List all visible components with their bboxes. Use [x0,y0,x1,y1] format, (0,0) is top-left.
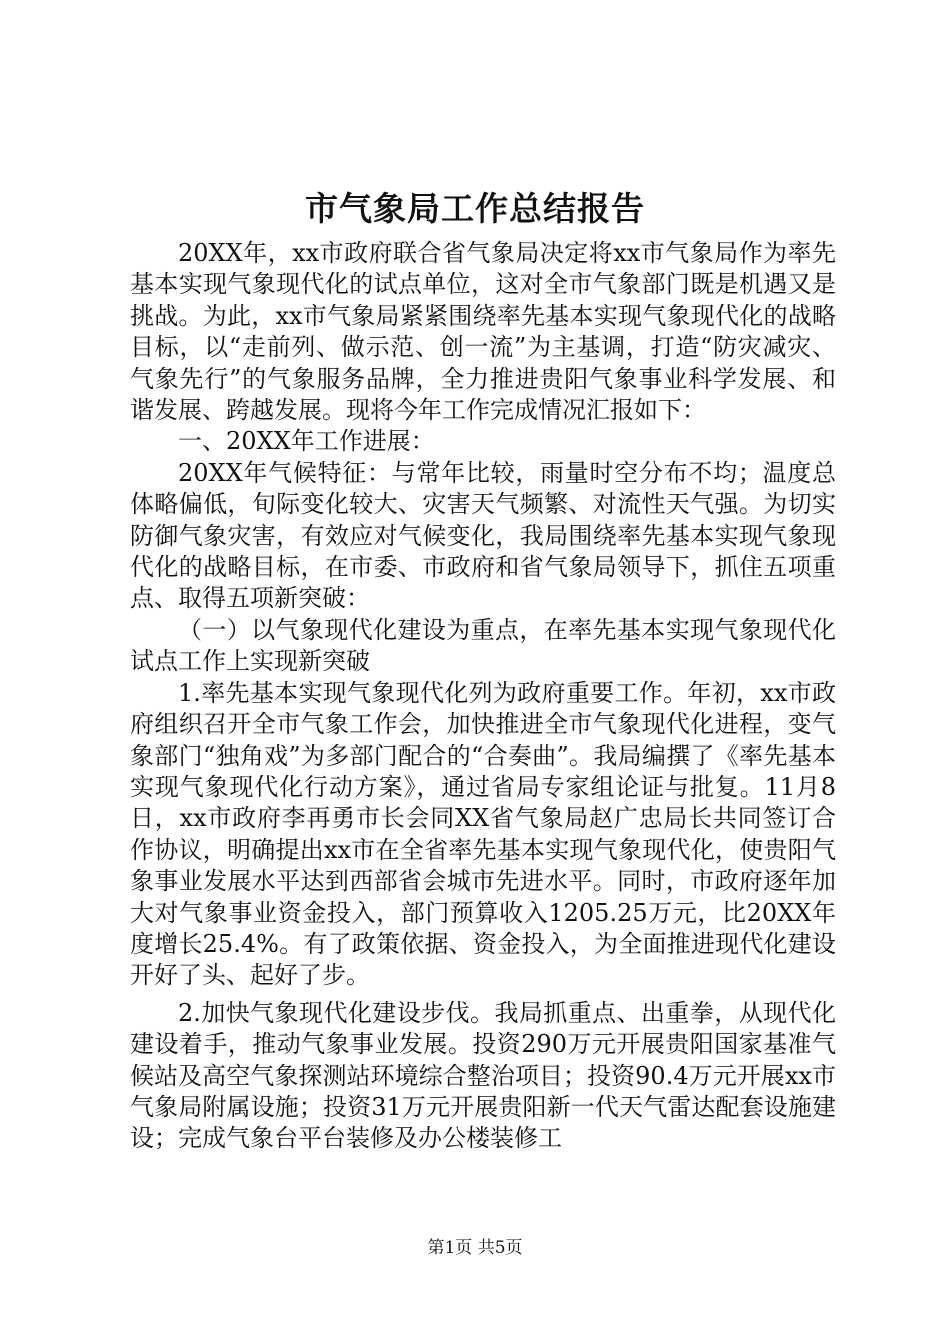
paragraph-climate: 20XX年气候特征：与常年比较，雨量时空分布不均；温度总体略偏低，旬际变化较大、灾害天气频繁、对流性天气强。为切实防御气象灾害，有效应对气候变化，我局围绕率先基本实现气象现代化的战略目标，在市委、市政府和省气象局领导下，抓住五项重点、取得五项新突破： [130,458,836,613]
paragraph-intro: 20XX年，xx市政府联合省气象局决定将xx市气象局作为率先基本实现气象现代化的试点单位，这对全市气象部门既是机遇又是挑战。为此，xx市气象局紧紧围绕率先基本实现气象现代化的战略目标，以“走前列、做示范、创一流”为主基调，打造“防灾减灾、气象先行”的气象服务品牌，全力推进贵阳气象事业科学发展、和谐发展、跨越发展。现将今年工作完成情况汇报如下： [130,239,836,425]
section-heading: 一、20XX年工作进展： [178,427,435,456]
document-title: 市气象局工作总结报告 [305,189,645,228]
document-body [130,238,836,1155]
paragraph-item-1: 1.率先基本实现气象现代化列为政府重要工作。年初，xx市政府组织召开全市气象工作会，加快推进全市气象现代化进程，变气象部门“独角戏”为多部门配合的“合奏曲”。我局编撰了《率先基本实现气象现代化行动方案》，通过省局专家组论证与批复。11月8日，xx市政府李再勇市长会同XX省气象局赵广忠局长共同签订合作协议，明确提出xx市在全省率先基本实现气象现代化，使贵阳气象事业发展水平达到西部省会城市先进水平。同时，市政府逐年加大对气象事业资金投入，部门预算收入1205.25万元，比20XX年度增长25.4%。有了政策依据、资金投入，为全面推进现代化建设开好了头、起好了步。 [130,678,836,990]
page-footer: 第1页 共5页 [427,1238,523,1258]
paragraph-item-2: 2.加快气象现代化建设步伐。我局抓重点、出重拳，从现代化建设着手，推动气象事业发展。投资290万元开展贵阳国家基准气候站及高空气象探测站环境综合整治项目；投资90.4万元开展xx市气象局附属设施；投资31万元开展贵阳新一代天气雷达配套设施建设；完成气象台平台装修及办公楼装修工 [130,998,836,1153]
subsection-heading: （一）以气象现代化建设为重点，在率先基本实现气象现代化试点工作上实现新突破 [130,615,836,676]
